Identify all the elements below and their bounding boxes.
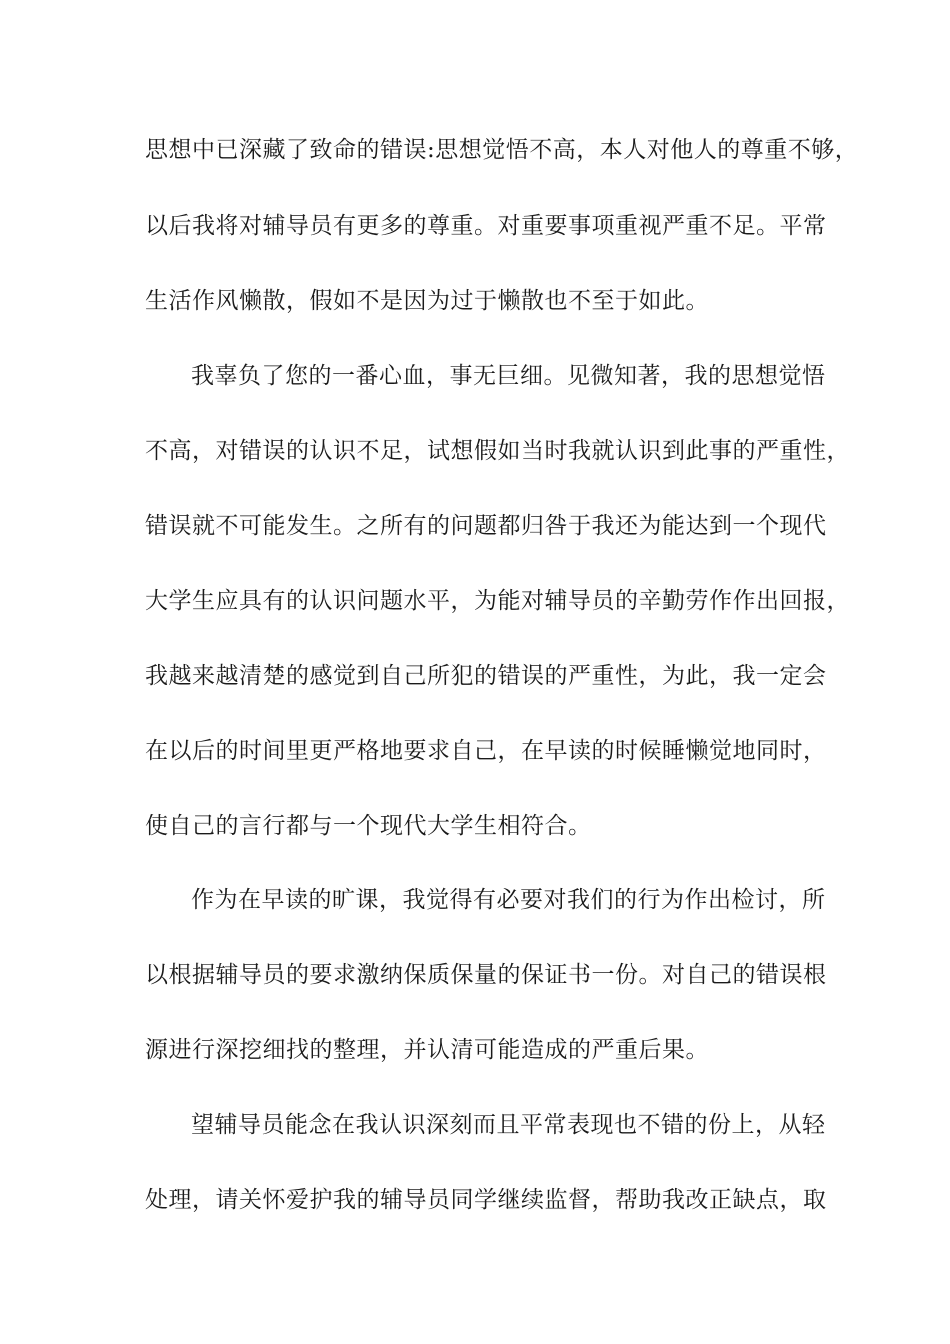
text-line: 在以后的时间里更严格地要求自己，在早读的时候睡懒觉地同时，	[145, 738, 827, 764]
text-line: 源进行深挖细找的整理，并认清可能造成的严重后果。	[145, 1037, 709, 1063]
text-line: 我越来越清楚的感觉到自己所犯的错误的严重性，为此，我一定会	[145, 663, 827, 689]
text-line: 思想中已深藏了致命的错误:思想觉悟不高，本人对他人的尊重不够，	[145, 137, 859, 163]
paragraph-start-line: 作为在早读的旷课，我觉得有必要对我们的行为作出检讨，所	[191, 887, 826, 913]
paragraph-start-line: 我辜负了您的一番心血，事无巨细。见微知著，我的思想觉悟	[191, 363, 826, 389]
text-line: 大学生应具有的认识问题水平，为能对辅导员的辛勤劳作作出回报，	[145, 588, 850, 614]
text-line: 错误就不可能发生。之所有的问题都归咎于我还为能达到一个现代	[145, 513, 827, 539]
text-line: 处理，请关怀爱护我的辅导员同学继续监督，帮助我改正缺点，取	[145, 1187, 827, 1213]
text-line: 生活作风懒散，假如不是因为过于懒散也不至于如此。	[145, 288, 709, 314]
text-line: 以根据辅导员的要求激纳保质保量的保证书一份。对自己的错误根	[145, 962, 827, 988]
text-line: 使自己的言行都与一个现代大学生相符合。	[145, 813, 592, 839]
text-line: 以后我将对辅导员有更多的尊重。对重要事项重视严重不足。平常	[145, 213, 827, 239]
text-line: 不高，对错误的认识不足，试想假如当时我就认识到此事的严重性，	[145, 438, 850, 464]
paragraph-start-line: 望辅导员能念在我认识深刻而且平常表现也不错的份上，从轻	[191, 1112, 826, 1138]
